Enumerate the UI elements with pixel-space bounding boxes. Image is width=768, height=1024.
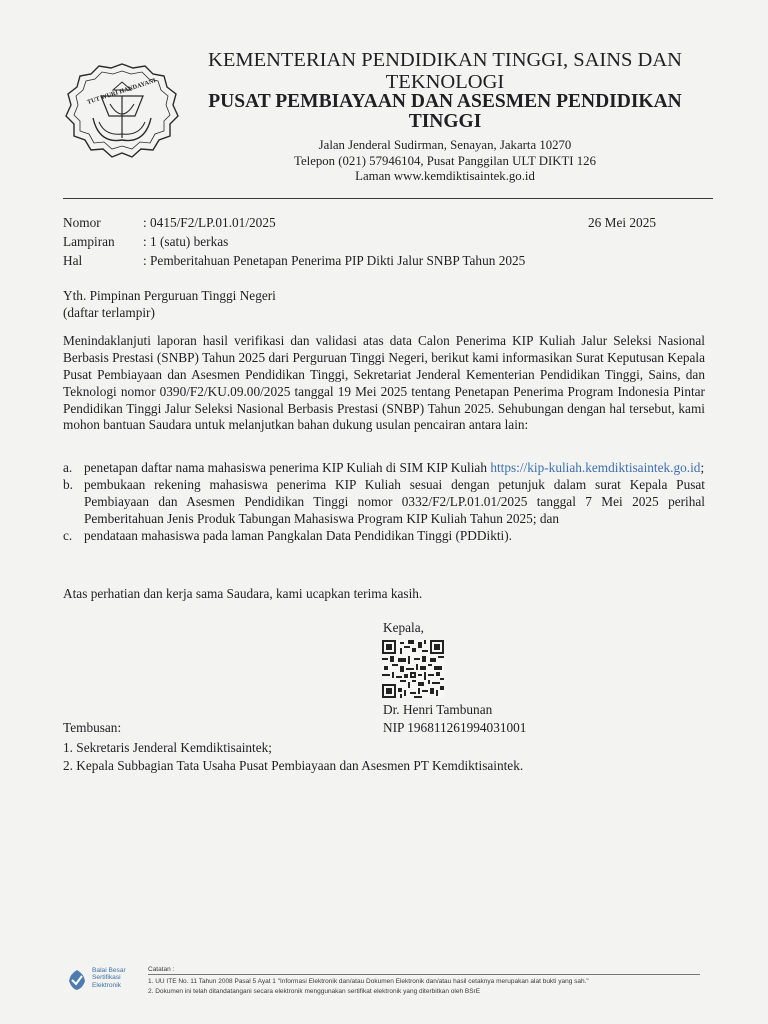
nomor-value: : 0415/F2/LP.01.01/2025 xyxy=(143,215,276,230)
list-marker: c. xyxy=(63,527,73,543)
cc-item-1: 1. Sekretaris Jenderal Kemdiktisaintek; xyxy=(63,740,272,755)
list-item-text: penetapan daftar nama mahasiswa penerima KIP Kuliah di SIM KIP Kuliah xyxy=(84,460,487,475)
letter-date: 26 Mei 2025 xyxy=(588,215,656,230)
lampiran-value: : 1 (satu) berkas xyxy=(143,234,229,249)
address-line: Jalan Jenderal Sudirman, Senayan, Jakarta 10270 xyxy=(318,138,572,152)
bsre-logo-icon xyxy=(66,968,88,992)
tut-wuri-handayani-logo xyxy=(63,60,181,160)
ministry-name xyxy=(182,50,708,93)
recipient-line-2: (daftar terlampir) xyxy=(63,305,155,320)
bsre-org-line-2: Sertifikasi xyxy=(92,974,121,982)
hal-label: Hal xyxy=(63,253,83,268)
lampiran-label: Lampiran xyxy=(63,234,115,249)
website-line: Laman www.kemdiktisaintek.go.id xyxy=(355,169,535,184)
agency-name xyxy=(182,92,708,133)
list-marker: b. xyxy=(63,476,73,492)
signature-qr-code xyxy=(382,640,444,698)
phone-line: Telepon (021) 57946104, Pusat Panggilan ULT DIKTI 126 xyxy=(294,153,596,168)
list-item-c xyxy=(63,528,705,545)
action-list xyxy=(63,460,705,544)
list-item-suffix: ; xyxy=(700,460,705,475)
footer-divider xyxy=(148,974,700,975)
ministry-line-1: KEMENTERIAN PENDIDIKAN TINGGI, SAINS DAN xyxy=(208,49,682,71)
footer-note-1: 1. UU ITE No. 11 Tahun 2008 Pasal 5 Ayat 1 "Informasi Elektronik dan/atau Dokumen Elektronik dan/atau hasil cetaknya merupakan alat bukti yang sah." xyxy=(148,978,589,985)
list-item-b xyxy=(63,477,705,528)
signer-nip: NIP 196811261994031001 xyxy=(383,720,527,735)
body-paragraph: Menindaklanjuti laporan hasil verifikasi dan validasi atas data Calon Penerima KIP Kuliah Jalur Seleksi Nasional Berbasis Prestasi (SNBP) Tahun 2025 dari Perguruan Tinggi Negeri, berikut kami informasikan Surat Keputusan Kepala Pusat Pembiayaan dan Asesmen Pendidikan Tinggi, Sekretariat Jenderal Kementerian Pendidikan Tinggi, Sains, dan Teknologi nomor 0390/F2/KU.09.00/2025 tanggal 19 Mei 2025 tentang Penetapan Penerima Program Indonesia Pintar Pendidikan Tinggi Jalur Seleksi Nasional Berbasis Prestasi (SNBP) Tahun 2025. Sehubungan dengan hal tersebut, kami mohon bantuan Saudara untuk melanjutkan bahan dukung usulan pencairan antara lain: xyxy=(63,333,705,433)
cc-item-2: 2. Kepala Subbagian Tata Usaha Pusat Pembiayaan dan Asesmen PT Kemdiktisaintek. xyxy=(63,758,524,773)
bsre-org-line-1: Balai Besar xyxy=(92,967,126,974)
agency-line-1: PUSAT PEMBIAYAAN DAN ASESMEN PENDIDIKAN xyxy=(208,91,682,112)
kip-kuliah-link[interactable]: https://kip-kuliah.kemdiktisaintek.go.id xyxy=(490,460,701,475)
footer-note-2: 2. Dokumen ini telah ditandatangani secara elektronik menggunakan sertifikat elektronik yang diterbitkan oleh BSrE xyxy=(148,988,481,995)
letterhead-contact xyxy=(182,138,708,185)
signer-name: Dr. Henri Tambunan xyxy=(383,702,493,717)
list-item-text: pendataan mahasiswa pada laman Pangkalan Data Pendidikan Tinggi (PDDikti). xyxy=(84,527,512,543)
list-item-text: pembukaan rekening mahasiswa penerima KIP Kuliah sesuai dengan petunjuk dalam surat Kepala Pusat Pembiayaan dan Asesmen Pendidikan Tinggi nomor 0332/F2/LP.01.01/2025 tanggal 7 Mei 2025 perihal Pemberitahuan Jenis Produk Tabungan Mahasiswa Program KIP Kuliah Tahun 2025; dan xyxy=(84,476,705,526)
ministry-line-2: TEKNOLOGI xyxy=(385,70,505,93)
signature-title: Kepala, xyxy=(383,620,424,635)
list-marker: a. xyxy=(63,460,73,475)
closing-sentence: Atas perhatian dan kerja sama Saudara, kami ucapkan terima kasih. xyxy=(63,586,423,601)
bsre-org-name xyxy=(92,967,126,989)
list-item-a xyxy=(63,460,705,477)
letterhead-divider xyxy=(63,198,713,199)
hal-value: : Pemberitahuan Penetapan Penerima PIP Dikti Jalur SNBP Tahun 2025 xyxy=(143,253,526,268)
recipient-line-1: Yth. Pimpinan Perguruan Tinggi Negeri xyxy=(63,288,276,303)
cc-label: Tembusan: xyxy=(63,720,122,735)
logo-text: TUT WURI HANDAYANI xyxy=(86,77,157,106)
agency-line-2: TINGGI xyxy=(408,111,482,133)
nomor-label: Nomor xyxy=(63,215,101,230)
bsre-org-line-3: Elektronik xyxy=(92,981,121,989)
footer-notes-label: Catatan : xyxy=(148,966,175,973)
